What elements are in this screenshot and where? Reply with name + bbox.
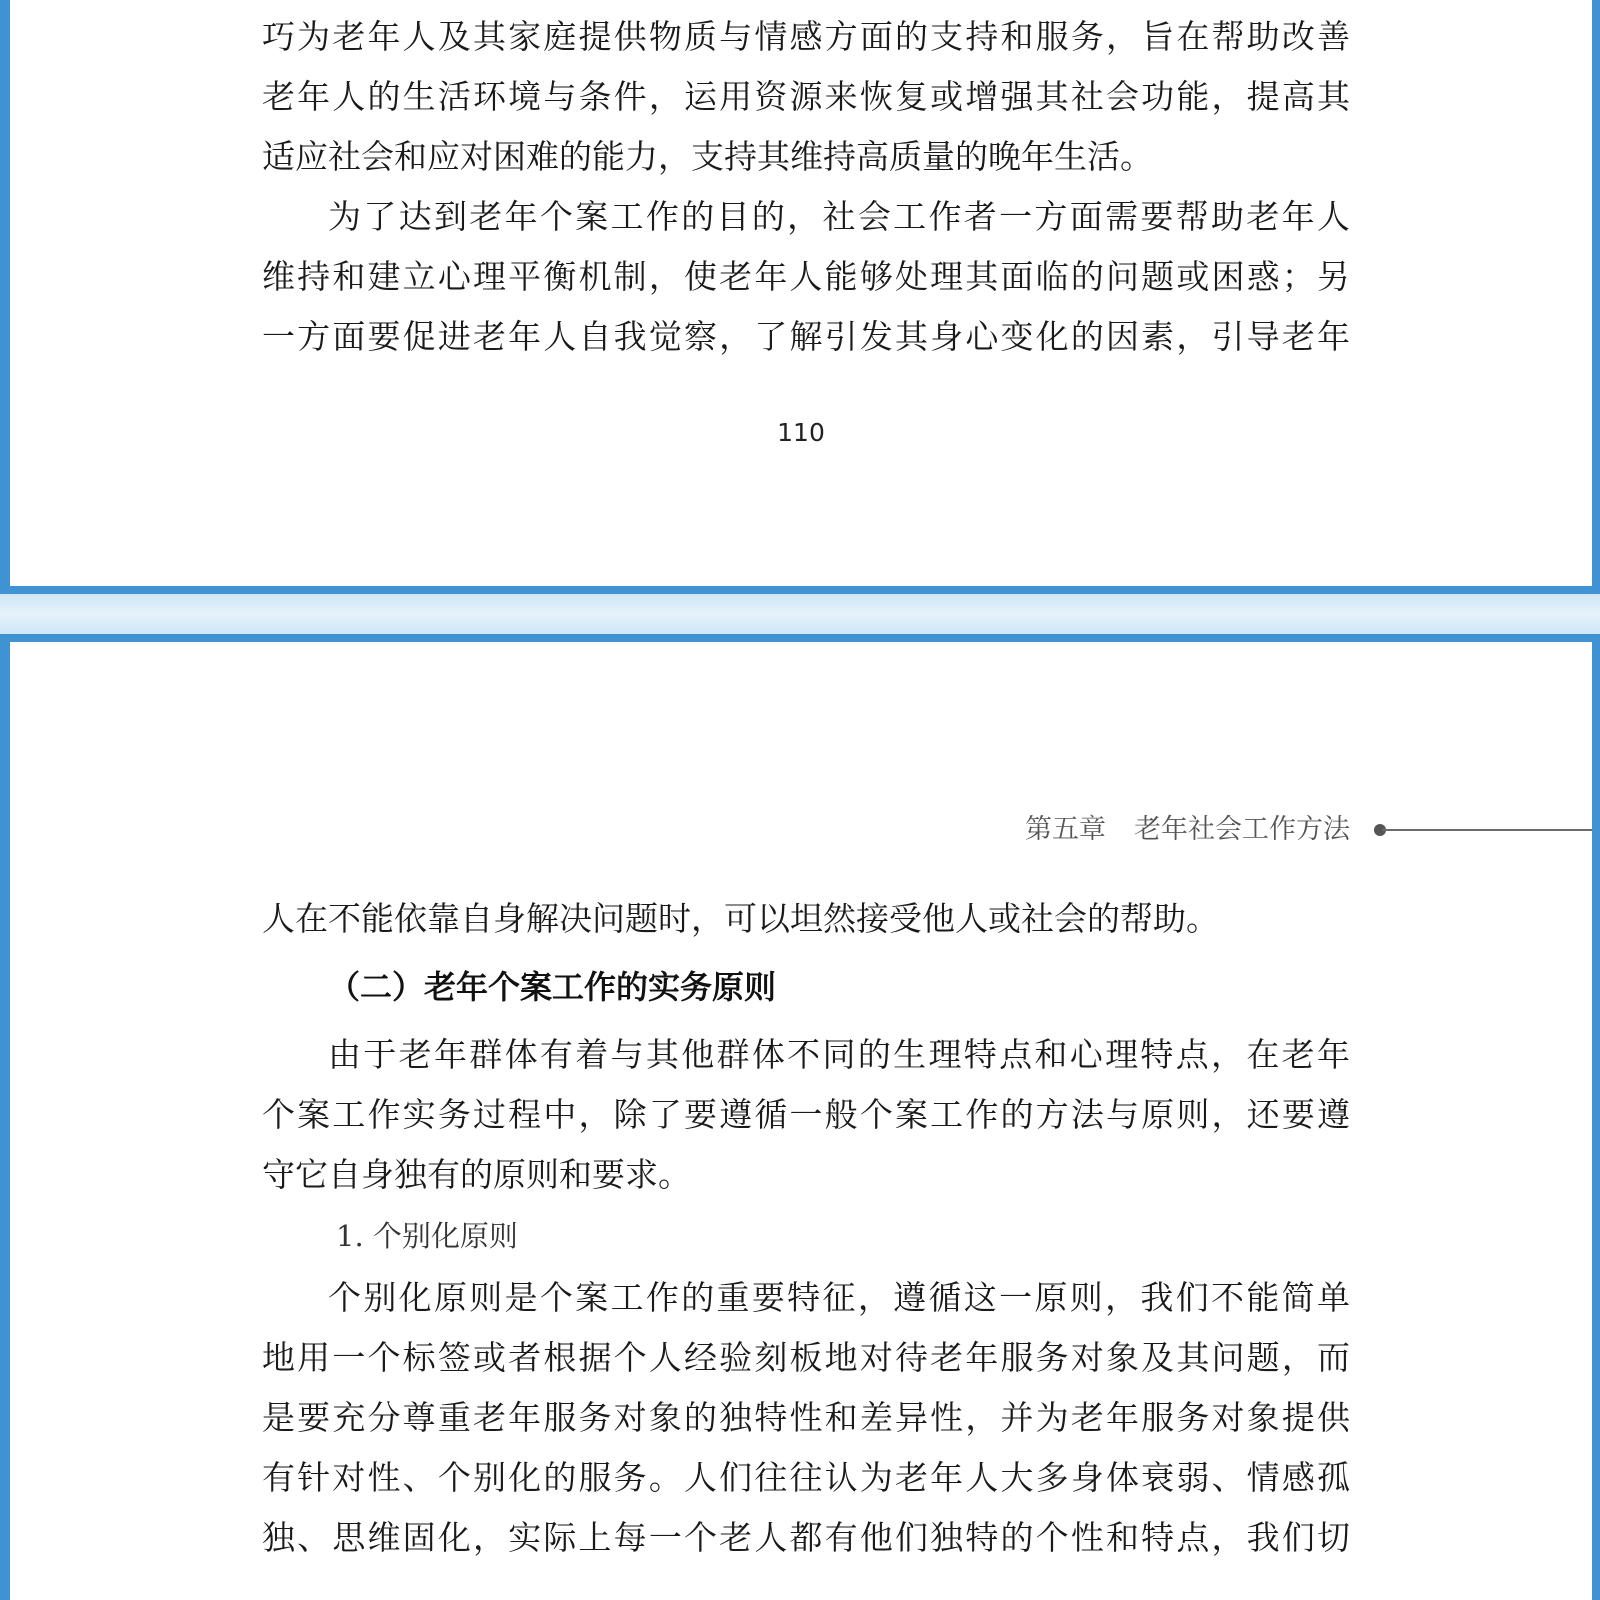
header-chapter: 第五章 — [1025, 814, 1106, 845]
text-line: 老年人的生活环境与条件，运用资源来恢复或增强其社会功能，提高其 — [262, 77, 1350, 116]
page-number: 110 — [777, 418, 825, 447]
text-line: 人在不能依靠自身解决问题时，可以坦然接受他人或社会的帮助。 — [262, 899, 1219, 938]
text-line: 由于老年群体有着与其他群体不同的生理特点和心理特点，在老年 — [328, 1035, 1350, 1074]
text-line: 巧为老年人及其家庭提供物质与情感方面的支持和服务，旨在帮助改善 — [262, 17, 1350, 56]
text-line: 个案工作实务过程中，除了要遵循一般个案工作的方法与原则，还要遵 — [262, 1095, 1350, 1134]
text-line: 个别化原则是个案工作的重要特征，遵循这一原则，我们不能简单 — [328, 1278, 1350, 1317]
subheading: 1. 个别化原则 — [336, 1219, 518, 1253]
text-line: 为了达到老年个案工作的目的，社会工作者一方面需要帮助老年人 — [328, 197, 1350, 236]
text-line: 维持和建立心理平衡机制，使老年人能够处理其面临的问题或困惑；另 — [262, 257, 1350, 296]
text-line: 有针对性、个别化的服务。人们往往认为老年人大多身体衰弱、情感孤 — [262, 1458, 1350, 1497]
text-line: 独、思维固化，实际上每一个老人都有他们独特的个性和特点，我们切 — [262, 1518, 1350, 1557]
text-line: 是要充分尊重老年服务对象的独特性和差异性，并为老年服务对象提供 — [262, 1398, 1350, 1437]
header-rule — [1382, 829, 1592, 831]
page-110[interactable] — [10, 0, 1592, 586]
text-line: 一方面要促进老年人自我觉察，了解引发其身心变化的因素，引导老年 — [262, 317, 1350, 356]
page-separator — [0, 594, 1600, 634]
text-line: 适应社会和应对困难的能力，支持其维持高质量的晚年生活。 — [262, 137, 1153, 176]
page-111[interactable] — [10, 642, 1592, 1600]
text-line: 地用一个标签或者根据个人经验刻板地对待老年服务对象及其问题，而 — [262, 1338, 1350, 1377]
header-title: 老年社会工作方法 — [1134, 814, 1350, 845]
section-heading: （二）老年个案工作的实务原则 — [328, 968, 777, 1006]
running-header — [970, 813, 1350, 847]
text-line: 守它自身独有的原则和要求。 — [262, 1155, 691, 1194]
